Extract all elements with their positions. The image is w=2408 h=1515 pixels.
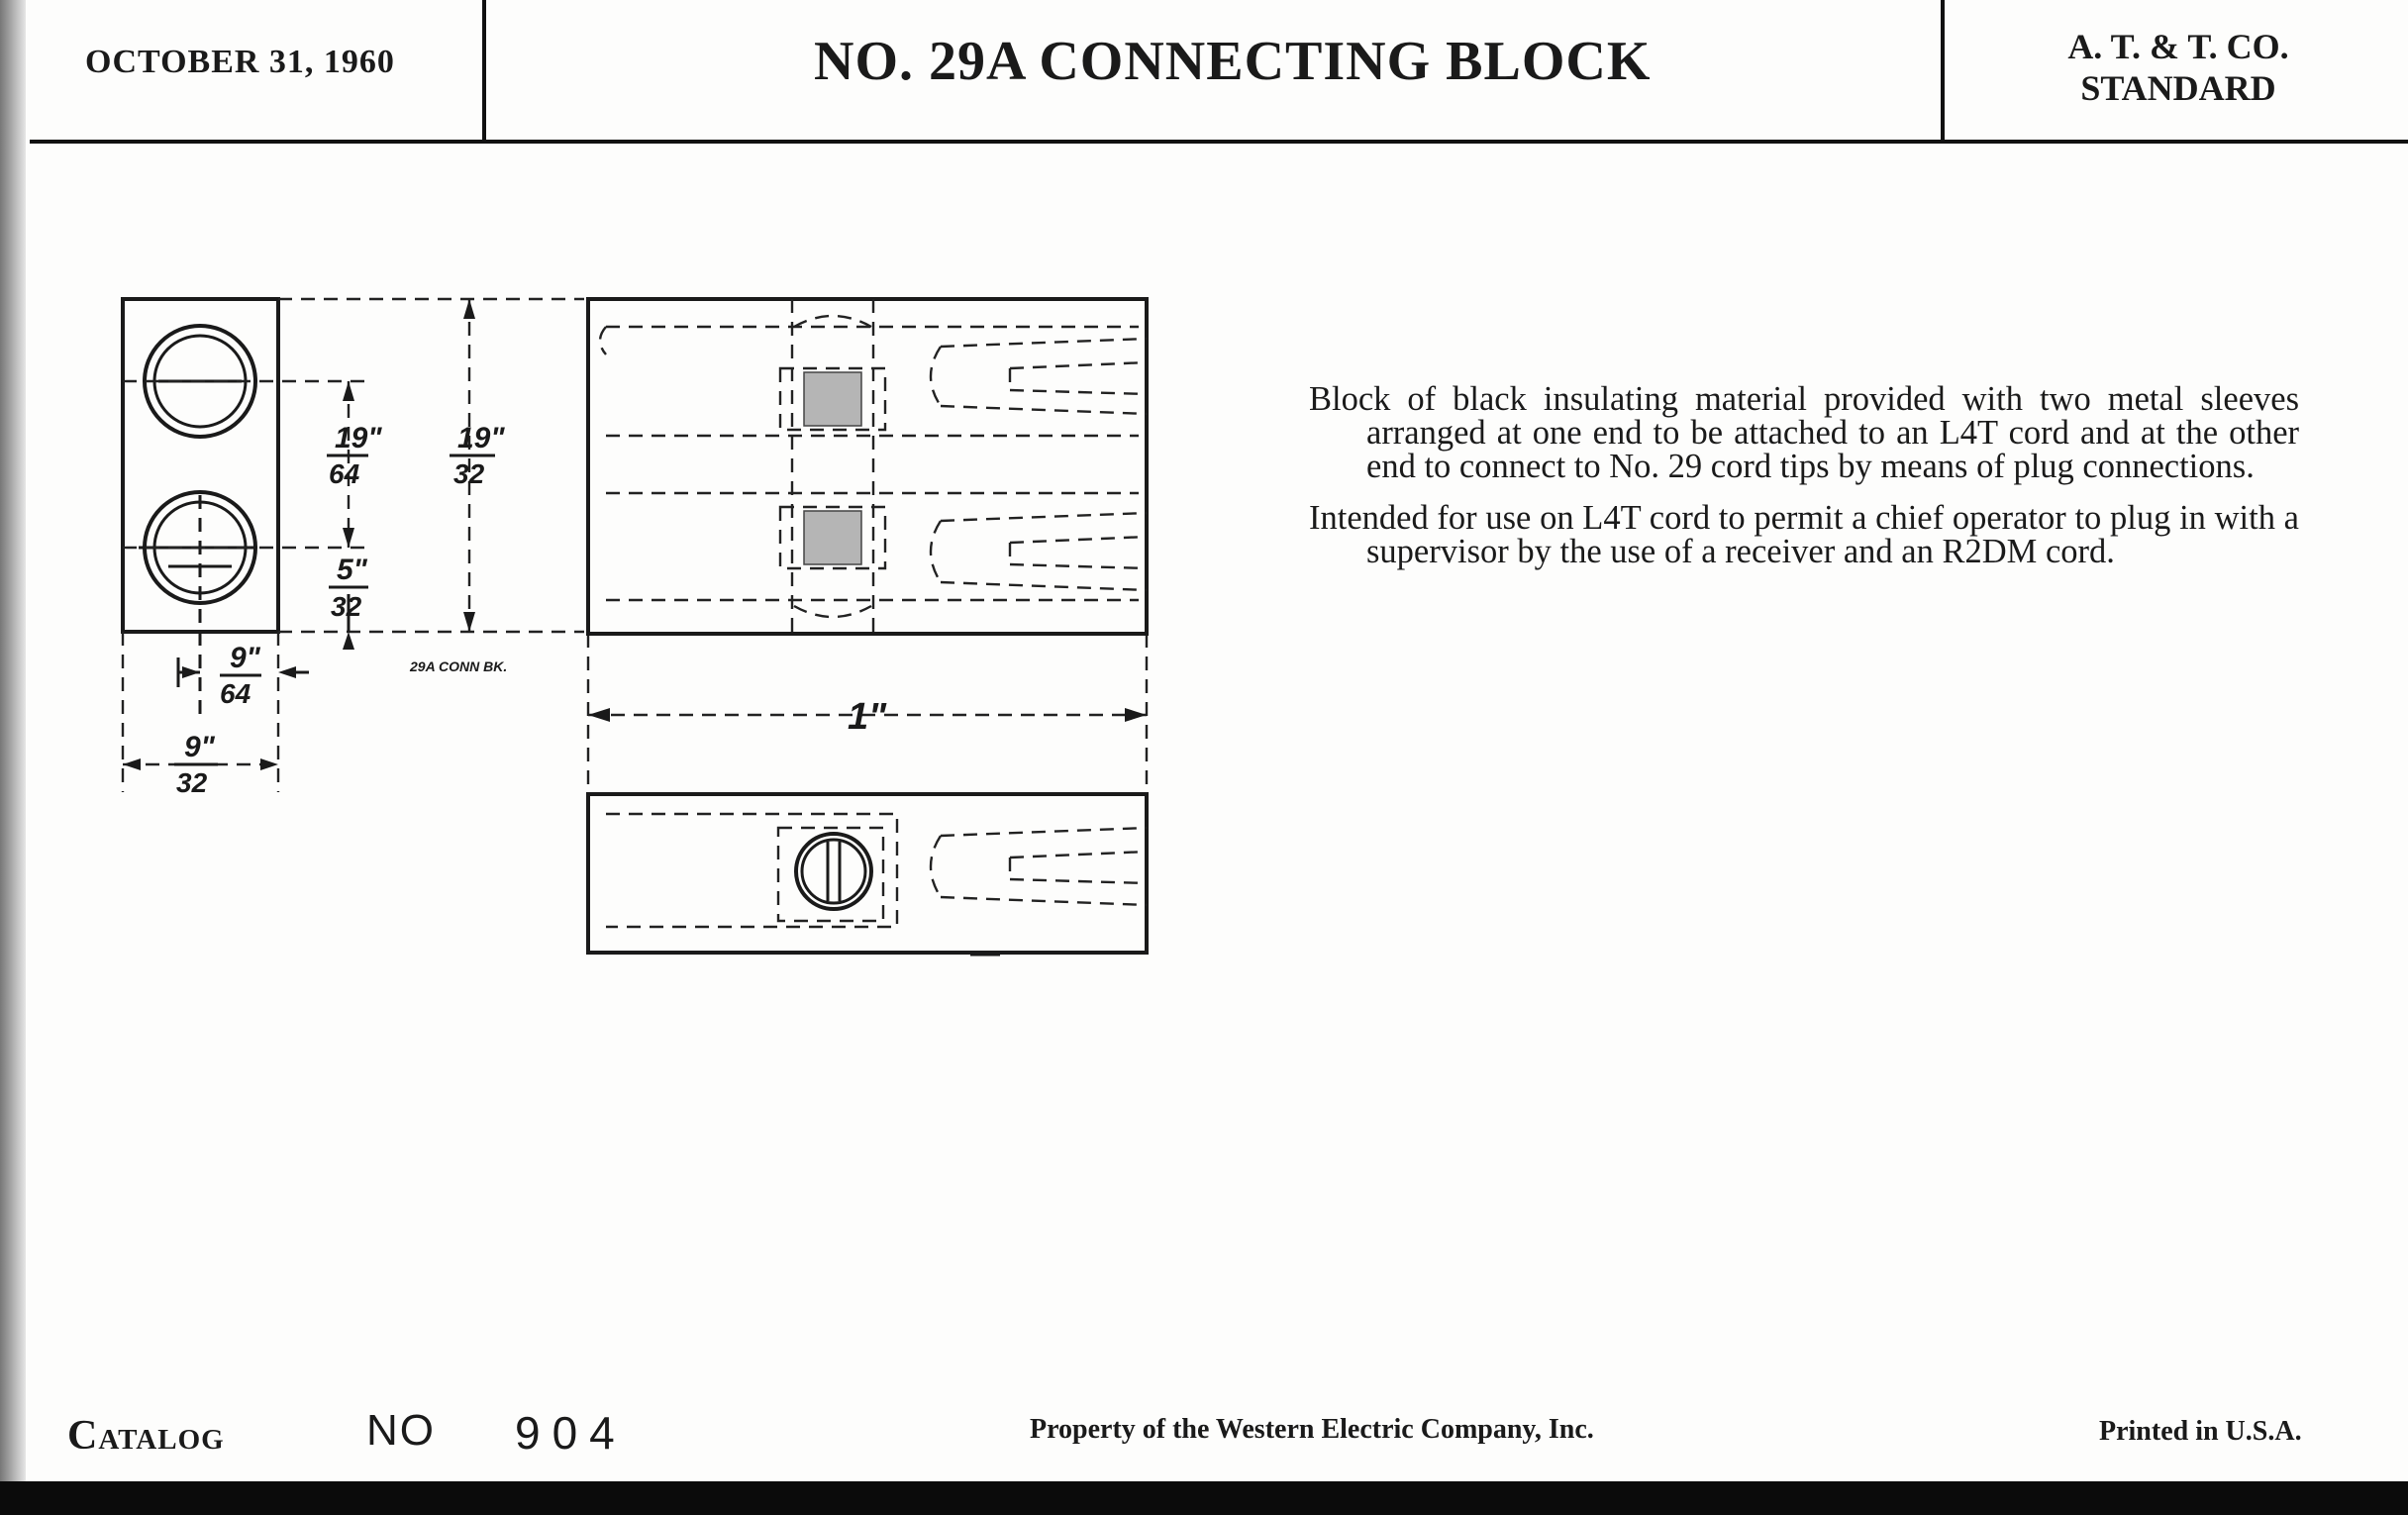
dim-5-32-den: 32 [331,591,362,622]
dim-9-64-den: 64 [220,678,251,709]
dim-19-32-num: 19" [457,422,505,454]
dim-19-64-num: 19" [335,422,382,454]
standard-line-1: A. T. & T. CO. [2067,27,2289,66]
catalog-label: Catalog [67,1413,225,1459]
dim-9-64-num: 9" [230,642,260,674]
page-title: NO. 29A CONNECTING BLOCK [814,31,1652,92]
catalog-number: 904 [515,1407,627,1459]
header-rules [30,0,2408,142]
printed-notice: Printed in U.S.A. [2099,1416,2302,1447]
dim-9-32-den: 32 [176,767,208,798]
standard-line-2: STANDARD [2080,68,2276,108]
dim-19-32-den: 32 [453,458,485,489]
description [1309,382,2299,586]
header-date: OCTOBER 31, 1960 [85,44,395,80]
dim-19-64-den: 64 [329,458,360,489]
dim-length: 1" [848,696,887,738]
drawing-label: 29A CONN BK. [410,658,508,674]
dim-5-32-num: 5" [337,554,367,586]
property-notice: Property of the Western Electric Company, Inc. [1030,1414,1594,1445]
description-paragraph-2: Intended for use on L4T cord to permit a chief operator to plug in with a supervisor by the use of a receiver and an R2DM cord. [1309,499,2299,570]
front-view [588,299,1147,634]
catalog-no-label: NO [366,1406,436,1455]
description-paragraph-1: Block of black insulating material provided with two metal sleeves arranged at one end to be attached to an L4T cord and at the other end to connect to No. 29 cord tips by means of plug connections. [1309,380,2299,485]
dim-9-32-num: 9" [184,731,215,763]
top-view [588,794,1147,955]
dimension-labels [174,422,887,798]
